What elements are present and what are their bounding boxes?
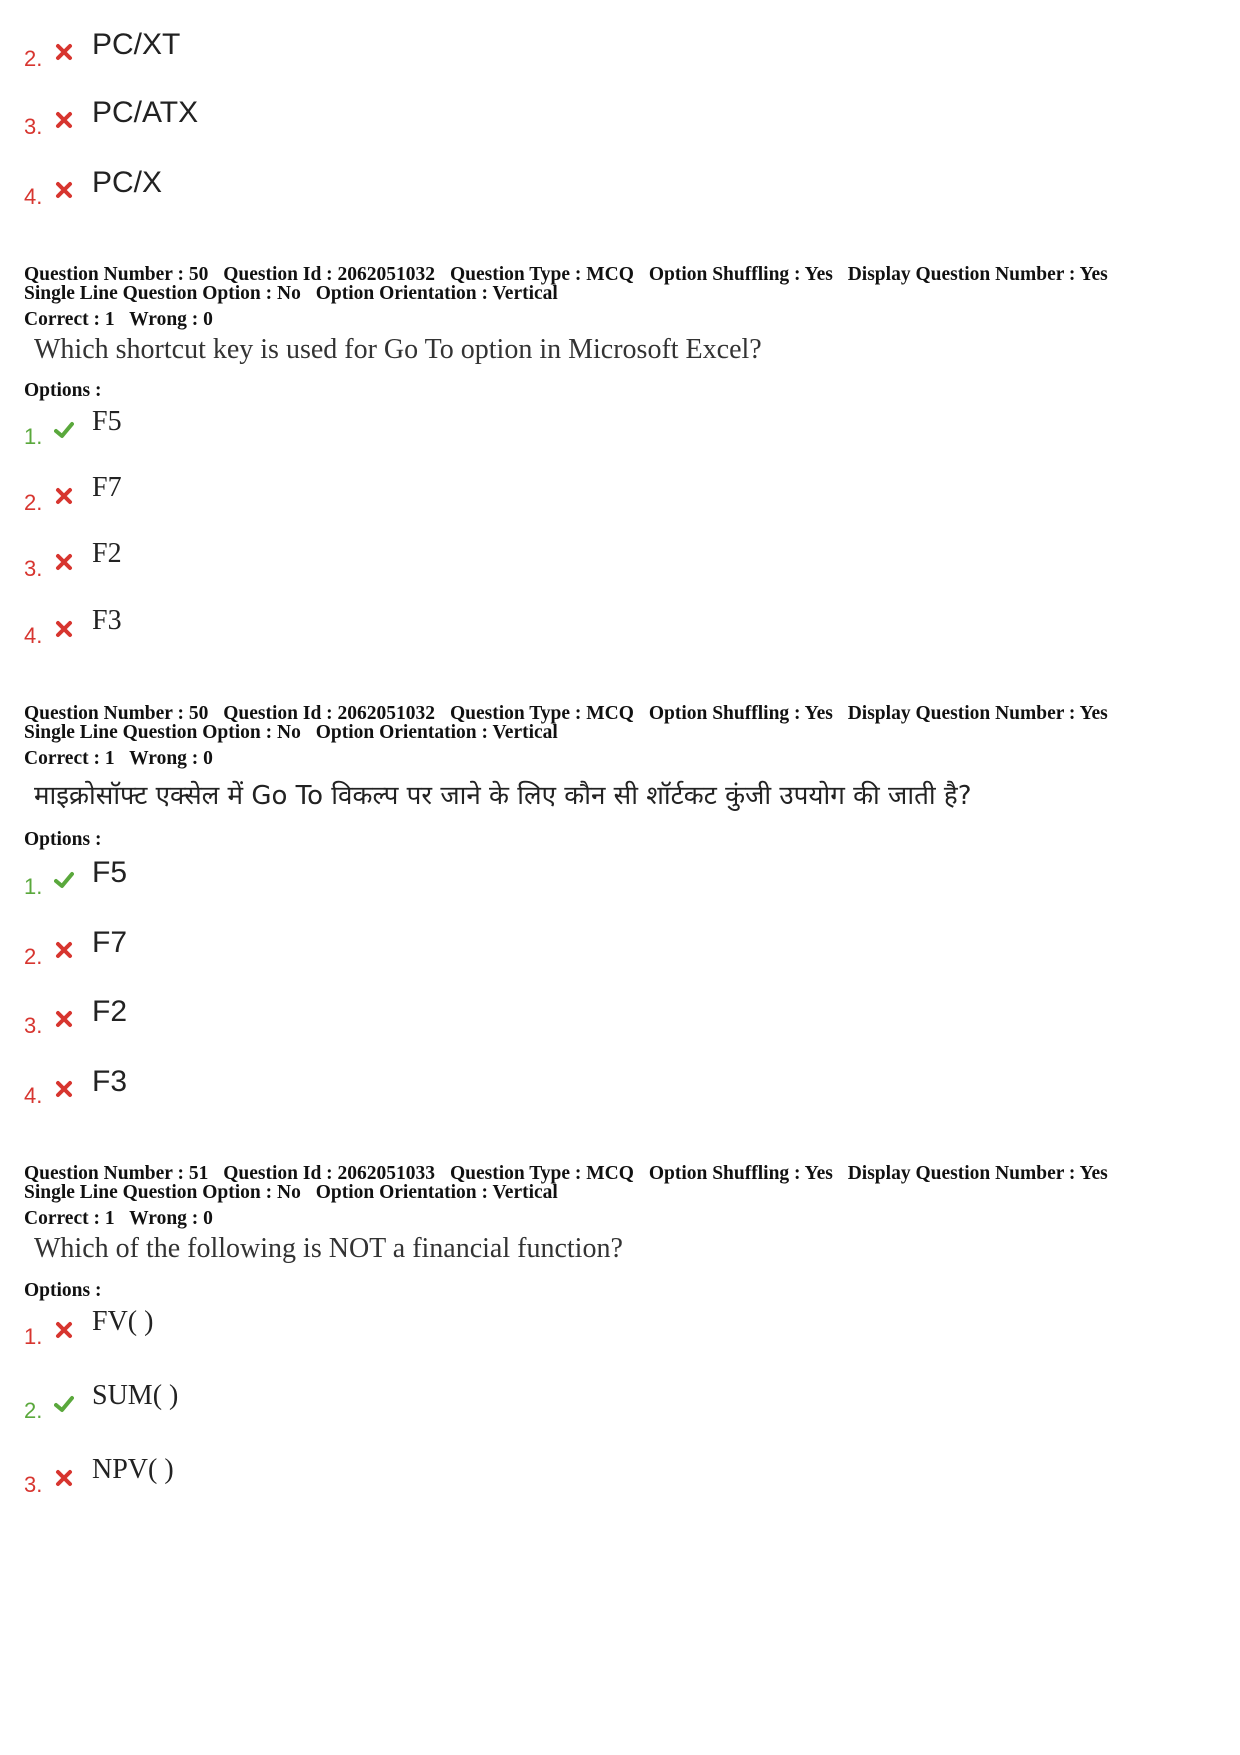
cross-icon	[54, 110, 74, 130]
check-icon	[54, 420, 74, 440]
meta-question-type: Question Type : MCQ	[449, 264, 634, 285]
meta-single-line: Single Line Question Option : No	[24, 283, 301, 304]
option-number: 2.	[24, 490, 43, 515]
question-meta	[24, 1163, 1224, 1184]
score-correct: Correct : 1	[24, 748, 115, 769]
option-item	[24, 926, 624, 970]
option-item	[24, 1065, 624, 1109]
options-label: Options :	[24, 380, 102, 401]
meta-option-shuffling: Option Shuffling : Yes	[648, 1163, 833, 1184]
option-number: 3.	[24, 114, 43, 139]
meta-single-line: Single Line Question Option : No	[24, 722, 301, 743]
options-label: Options :	[24, 829, 102, 850]
option-number: 1.	[24, 1324, 43, 1349]
question-meta	[24, 283, 1224, 304]
option-number: 2.	[24, 944, 43, 969]
meta-display-number: Display Question Number : Yes	[847, 264, 1108, 285]
options-label: Options :	[24, 1280, 102, 1301]
option-item	[24, 538, 624, 582]
option-number: 3.	[24, 556, 43, 581]
option-item	[24, 856, 624, 900]
option-text: F7	[92, 472, 122, 503]
meta-question-id: Question Id : 2062051032	[223, 703, 436, 724]
option-text: F2	[92, 538, 122, 569]
option-text: F2	[92, 995, 128, 1028]
option-text: FV( )	[92, 1306, 154, 1337]
option-number: 3.	[24, 1013, 43, 1038]
question-text: Which shortcut key is used for Go To option in Microsoft Excel?	[34, 334, 762, 365]
question-meta	[24, 264, 1224, 285]
option-item	[24, 1380, 624, 1424]
option-text: F5	[92, 406, 122, 437]
score-line	[24, 748, 1224, 769]
meta-question-type: Question Type : MCQ	[449, 703, 634, 724]
score-line	[24, 309, 1224, 330]
option-number: 4.	[24, 1083, 43, 1108]
meta-question-id: Question Id : 2062051033	[223, 1163, 436, 1184]
meta-option-shuffling: Option Shuffling : Yes	[648, 264, 833, 285]
cross-icon	[54, 619, 74, 639]
question-text: माइक्रोसॉफ्ट एक्सेल में Go To विकल्प पर जाने के लिए कौन सी शॉर्टकट कुंजी उपयोग की जाती है?	[34, 781, 972, 811]
meta-question-type: Question Type : MCQ	[449, 1163, 634, 1184]
cross-icon	[54, 552, 74, 572]
option-item	[24, 605, 624, 649]
meta-question-id: Question Id : 2062051032	[223, 264, 436, 285]
option-text: F3	[92, 1065, 128, 1098]
question-meta	[24, 722, 1224, 743]
check-icon	[54, 870, 74, 890]
question-text: Which of the following is NOT a financial function?	[34, 1233, 623, 1264]
meta-display-number: Display Question Number : Yes	[847, 703, 1108, 724]
meta-question-number: Question Number : 50	[24, 703, 209, 724]
option-item	[24, 166, 624, 210]
option-number: 3.	[24, 1472, 43, 1497]
option-number: 4.	[24, 184, 43, 209]
option-number: 4.	[24, 623, 43, 648]
meta-display-number: Display Question Number : Yes	[847, 1163, 1108, 1184]
option-number: 2.	[24, 1398, 43, 1423]
cross-icon	[54, 1468, 74, 1488]
option-text: F3	[92, 605, 122, 636]
cross-icon	[54, 1320, 74, 1340]
option-text: PC/X	[92, 166, 163, 199]
meta-single-line: Single Line Question Option : No	[24, 1182, 301, 1203]
cross-icon	[54, 42, 74, 62]
option-text: PC/XT	[92, 28, 181, 61]
cross-icon	[54, 1079, 74, 1099]
cross-icon	[54, 1009, 74, 1029]
score-wrong: Wrong : 0	[129, 309, 213, 330]
option-text: F7	[92, 926, 128, 959]
cross-icon	[54, 940, 74, 960]
cross-icon	[54, 486, 74, 506]
score-wrong: Wrong : 0	[129, 1208, 213, 1229]
option-number: 2.	[24, 46, 43, 71]
option-item	[24, 96, 624, 140]
meta-orientation: Option Orientation : Vertical	[315, 722, 558, 743]
score-correct: Correct : 1	[24, 309, 115, 330]
meta-question-number: Question Number : 51	[24, 1163, 209, 1184]
meta-orientation: Option Orientation : Vertical	[315, 283, 558, 304]
option-text: PC/ATX	[92, 96, 199, 129]
score-correct: Correct : 1	[24, 1208, 115, 1229]
question-meta	[24, 703, 1224, 724]
option-text: F5	[92, 856, 128, 889]
question-meta	[24, 1182, 1224, 1203]
option-text: SUM( )	[92, 1380, 179, 1411]
meta-option-shuffling: Option Shuffling : Yes	[648, 703, 833, 724]
cross-icon	[54, 180, 74, 200]
option-item	[24, 472, 624, 516]
option-text: NPV( )	[92, 1454, 174, 1485]
option-item	[24, 406, 624, 450]
option-item	[24, 995, 624, 1039]
check-icon	[54, 1394, 74, 1414]
option-number: 1.	[24, 874, 43, 899]
option-item	[24, 1454, 624, 1498]
option-item	[24, 28, 624, 72]
meta-question-number: Question Number : 50	[24, 264, 209, 285]
meta-orientation: Option Orientation : Vertical	[315, 1182, 558, 1203]
option-item	[24, 1306, 624, 1350]
option-number: 1.	[24, 424, 43, 449]
score-line	[24, 1208, 1224, 1229]
score-wrong: Wrong : 0	[129, 748, 213, 769]
